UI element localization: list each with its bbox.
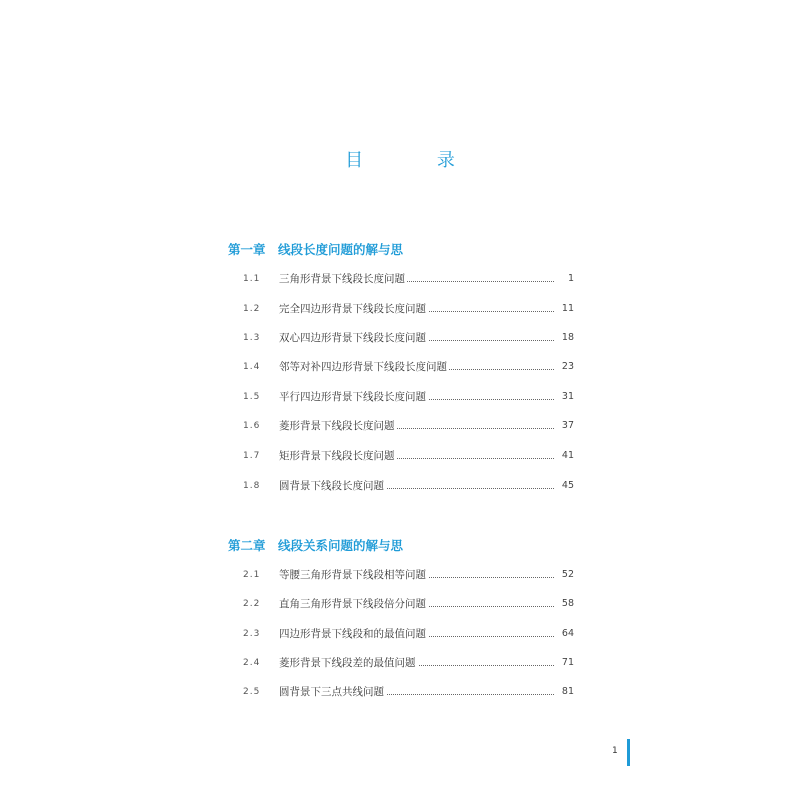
dot-leader	[279, 448, 554, 464]
page-ref: 18	[561, 332, 574, 343]
section-title: 邻等对补四边形背景下线段长度问题	[279, 361, 447, 373]
dot-leader	[279, 655, 554, 671]
page-ref: 81	[561, 686, 574, 697]
page-ref: 58	[561, 598, 574, 609]
section-title: 圆背景下三点共线问题	[279, 686, 384, 698]
section-number: 2.4	[243, 658, 261, 668]
toc-entry[interactable]	[0, 418, 800, 434]
section-title: 菱形背景下线段长度问题	[279, 420, 395, 432]
section-number: 1.6	[243, 421, 261, 431]
page-ref: 37	[561, 420, 574, 431]
page-ref: 1	[567, 273, 574, 284]
section-number: 1.7	[243, 451, 261, 461]
section-number: 2.2	[243, 599, 261, 609]
chapter-number: 第二章	[228, 538, 266, 553]
section-title: 矩形背景下线段长度问题	[279, 450, 395, 462]
chapter-title: 线段长度问题的解与思	[278, 242, 404, 257]
section-number: 2.1	[243, 570, 261, 580]
page-ref: 41	[561, 450, 574, 461]
toc-entry[interactable]	[0, 330, 800, 346]
section-title: 四边形背景下线段和的最值问题	[279, 628, 426, 640]
toc-entry[interactable]	[0, 684, 800, 700]
page-ref: 52	[561, 569, 574, 580]
toc-entry[interactable]	[0, 567, 800, 583]
section-number: 2.5	[243, 687, 261, 697]
toc-entry[interactable]	[0, 655, 800, 671]
page-ref: 31	[561, 391, 574, 402]
section-title: 圆背景下线段长度问题	[279, 480, 384, 492]
section-number: 1.8	[243, 481, 261, 491]
section-number: 1.3	[243, 333, 261, 343]
page-title: 目 录	[345, 150, 489, 171]
dot-leader	[279, 684, 554, 700]
toc-entry[interactable]	[0, 596, 800, 612]
section-number: 1.2	[243, 304, 261, 314]
page-marker-bar	[627, 739, 630, 766]
section-title: 双心四边形背景下线段长度问题	[279, 332, 426, 344]
section-title: 菱形背景下线段差的最值问题	[279, 657, 416, 669]
toc-entry[interactable]	[0, 271, 800, 287]
toc-entry[interactable]	[0, 301, 800, 317]
section-title: 平行四边形背景下线段长度问题	[279, 391, 426, 403]
toc-entry[interactable]	[0, 359, 800, 375]
chapter-number: 第一章	[228, 242, 266, 257]
chapter-heading[interactable]	[228, 240, 403, 258]
dot-leader	[279, 389, 554, 405]
dot-leader	[279, 567, 554, 583]
section-number: 1.1	[243, 274, 261, 284]
chapter-title: 线段关系问题的解与思	[278, 538, 404, 553]
section-number: 1.5	[243, 392, 261, 402]
page-ref: 45	[561, 480, 574, 491]
chapter-heading[interactable]	[228, 536, 403, 554]
dot-leader	[279, 271, 554, 287]
dot-leader	[279, 418, 554, 434]
toc-entry[interactable]	[0, 626, 800, 642]
section-title: 等腰三角形背景下线段相等问题	[279, 569, 426, 581]
dot-leader	[279, 301, 554, 317]
page-number: 1	[612, 746, 618, 756]
section-title: 直角三角形背景下线段倍分问题	[279, 598, 426, 610]
dot-leader	[279, 330, 554, 346]
section-number: 2.3	[243, 629, 261, 639]
page-ref: 23	[561, 361, 574, 372]
dot-leader	[279, 478, 554, 494]
dot-leader	[279, 626, 554, 642]
page-ref: 64	[561, 628, 574, 639]
page-ref: 71	[561, 657, 574, 668]
dot-leader	[279, 596, 554, 612]
toc-entry[interactable]	[0, 389, 800, 405]
page-ref: 11	[561, 303, 574, 314]
section-title: 完全四边形背景下线段长度问题	[279, 303, 426, 315]
section-number: 1.4	[243, 362, 261, 372]
dot-leader	[279, 359, 554, 375]
section-title: 三角形背景下线段长度问题	[279, 273, 405, 285]
toc-entry[interactable]	[0, 448, 800, 464]
toc-entry[interactable]	[0, 478, 800, 494]
